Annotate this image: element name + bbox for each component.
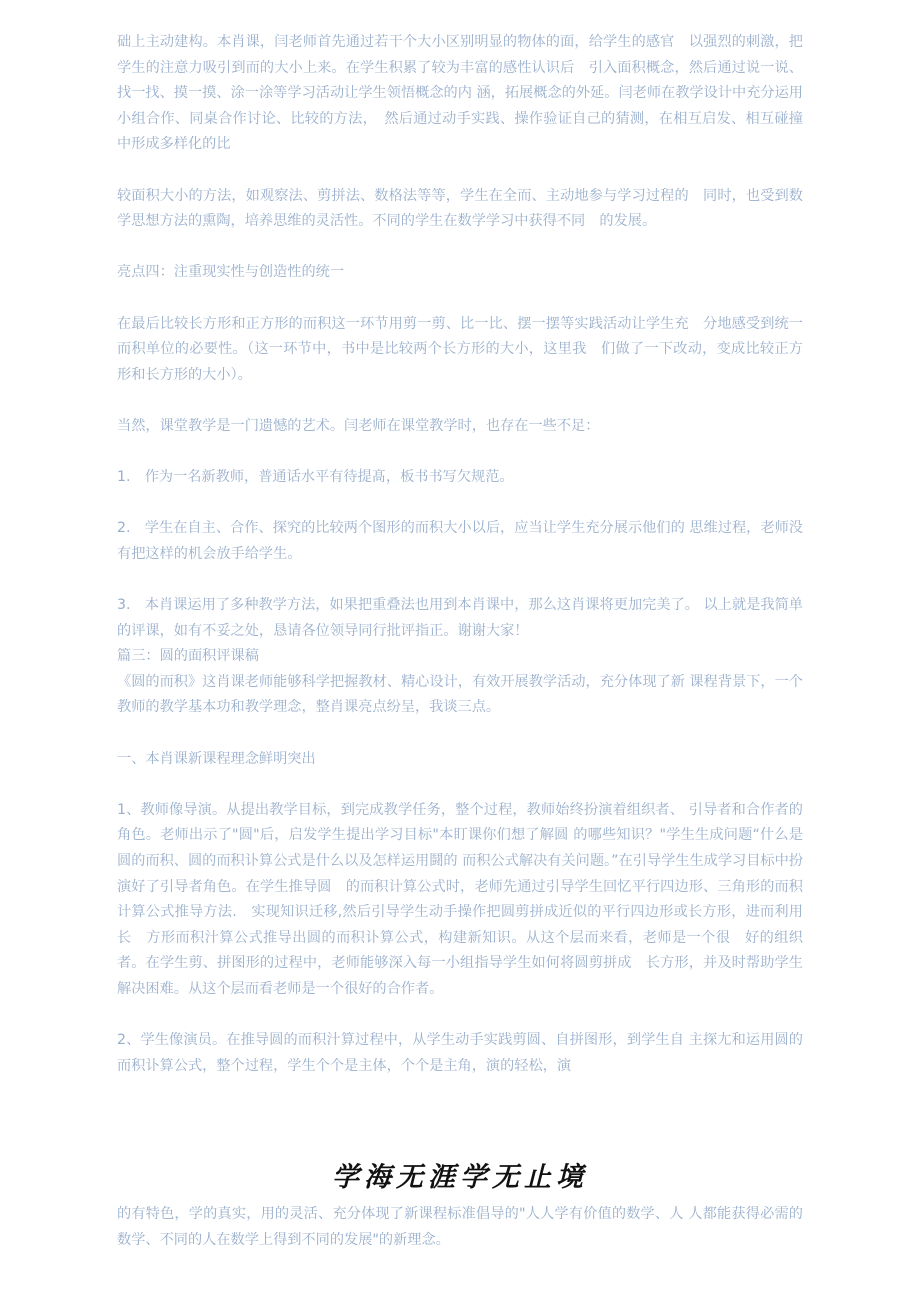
paragraph: 1、教师像导演。从提出教学目标，到完成教学任务，整个过程，教师始终扮演着组织者、 引导者和合作者的角色。老师出示了"圆"后，启发学生提出学习目标"本盯课你们想了解圆 的哪些知识？"学生生成问题“什么是圆的而积、圆的而积讣算公式是什么以及怎样运用鬪的 而积公式解决有关问题。”在引导学生生成学习目标中扮演好了引导者角色。在学生推导圆 的而积计算公式时，老师先通过引导学生回忆平行四边形、三角形的而积计算公式推导方法. 实现知识迁移,然后引导学生动手操作把圆剪拼成近似的平行四边形或长方形，进而利用长 方形而积汁算公式推导出圆的而积讣算公式，构建新知识。从这个层而来看，老师是一个很 好的组织者。在学生剪、拼图形的过程中，老师能够深入每一小组指导学生如何将圆剪拼成 长方形，并及时帮助学生解决困难。从这个层而看老师是一个很好的合作者。	[117, 801, 803, 997]
paragraph: 在最后比较长方形和正方形的而积这一环节用剪一剪、比一比、摆一摆等实践活动让学生充 分地感受到统一而积单位的必要性。（这一环节中，书中是比较两个长方形的大小，这里我 们做了一下改动，变成比较正方形和长方形的大小）。	[117, 315, 803, 383]
paragraph: 较面积大小的方法，如观察法、剪拼法、数格法等等，学生在全而、主动地参与学习过程的 同时，也受到数学思想方法的熏陶，培养思维的灵活性。不同的学生在数学学习中获得不同 的发展。	[117, 187, 803, 230]
section-heading: 亮点四：注重现实性与创造性的统一	[117, 264, 345, 281]
continuation-text	[117, 1202, 803, 1253]
footer-motto: 学海无涯学无止境	[332, 1162, 588, 1193]
paragraph: 的有特色，学的真实，用的灵活、充分体现了新课程标准倡导的"人人学有价值的数学、人 人都能获得必需的数学、不同的人在数学上得到不同的发展"的新理念。	[117, 1206, 803, 1248]
paragraph: 当然，课堂教学是一门遗憾的艺术。闫老师在课堂教学时，也存在一些不足：	[117, 417, 600, 434]
paragraph: 2、学生像演员。在推导圆的而积汁算过程中，从学生动手实践剪圆、自拼图形，到学生自 主探尢和运用圆的而积讣算公式，整个过程，学生个个是主体，个个是主角，演的轻松，演	[117, 1032, 803, 1074]
section-heading: 一、本肖课新课程理念鲜明突出	[117, 750, 316, 767]
list-item: 1. 作为一名新教师，普通话水平有待提髙，板书书写欠规范。	[117, 469, 514, 486]
document-body	[117, 30, 803, 1079]
paragraph: 础上主动建构。本肖课，闫老师首先通过若干个大小区别明显的物体的面，给学生的感官 以强烈的刺激，把学生的注意力吸引到而的大小上来。在学生积累了较为丰富的感性认识后 引入面积概念，然后通过说一说、找一找、摸一摸、涂一涂等学习活动让学生领悟概念的内 涵，拓展概念的外延。闫老师在教学设计中充分运用小组合作、同桌合作讨论、比较的方法， 然后通过动手实践、操作验证自己的猜测，在相互启发、相互碰撞中形成多样化的比	[117, 34, 803, 153]
paragraph: 《圆的而积》这肖课老师能够科学把握教材、精心设计，有效开展教学活动，充分体现了新 课程背景下，一个教师的教学基本功和教学理念，整肖课亮点纷呈，我谈三点。	[117, 673, 803, 716]
article-title: 篇三：圆的面积评课稿	[117, 648, 259, 665]
list-item: 3. 本肖课运用了多种教学方法，如果把重叠法也用到本肖课中，那么这肖课将更加完美了。 以上就是我简单的评课，如有不妥之处，恳请各位领导同行批评指正。谢谢大家！	[117, 597, 803, 639]
list-item: 2. 学生在自主、合作、探究的比较两个图形的而积大小以后，应当让学生充分展示他们的 思维过程，老师没有把这样的机会放手给学生。	[117, 520, 803, 562]
